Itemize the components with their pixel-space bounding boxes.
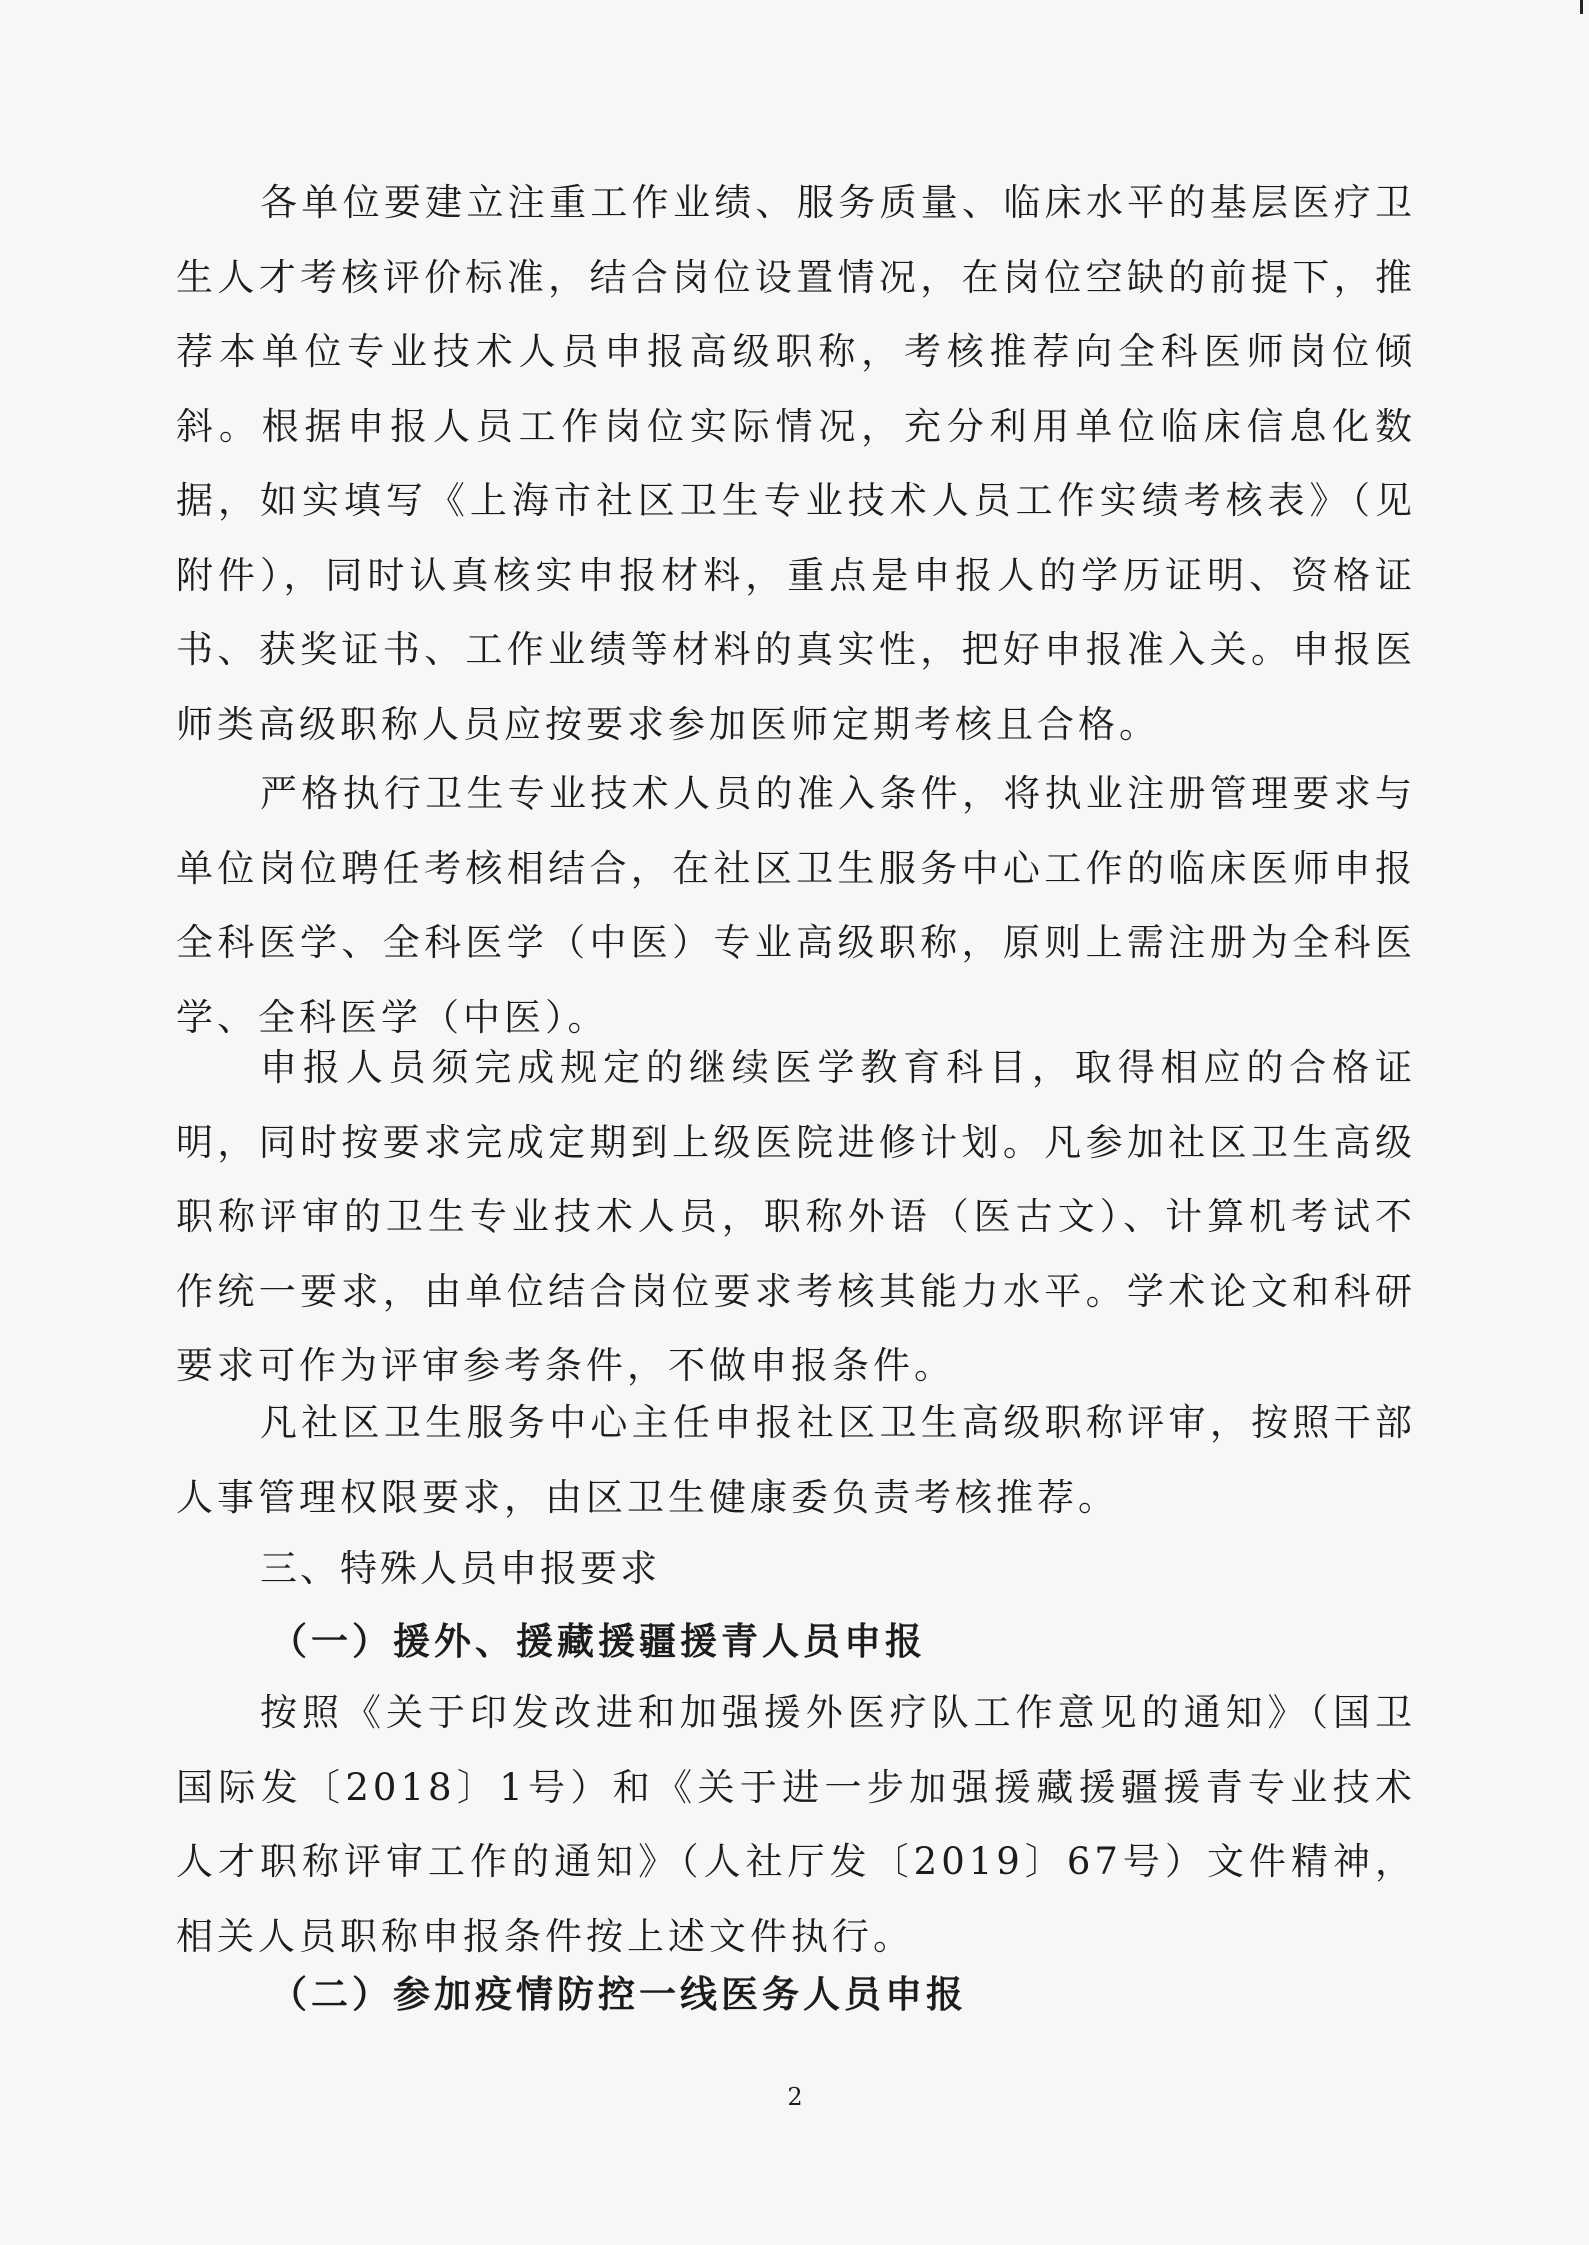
paragraph-2: 严格执行卫生专业技术人员的准入条件，将执业注册管理要求与单位岗位聘任考核相结合，在社区卫生服务中心工作的临床医师申报全科医学、全科医学（中医）专业高级职称，原则上需注册为全科医学、全科医学（中医）。: [176, 772, 1416, 1039]
scan-edge-mark: [1580, 0, 1583, 14]
paragraph-3: 申报人员须完成规定的继续医学教育科目，取得相应的合格证明，同时按要求完成定期到上级医院进修计划。凡参加社区卫生高级职称评审的卫生专业技术人员，职称外语（医古文）、计算机考试不作统一要求，由单位结合岗位要求考核其能力水平。学术论文和科研要求可作为评审参考条件，不做申报条件。: [176, 1046, 1416, 1387]
subheading-1: （一）援外、援藏援疆援青人员申报: [270, 1619, 926, 1663]
page-number: 2: [787, 2083, 803, 2111]
subheading-2: （二）参加疫情防控一线医务人员申报: [270, 1972, 967, 2016]
paragraph-5: 按照《关于印发改进和加强援外医疗队工作意见的通知》（国卫国际发〔2018〕1号）和《关于进一步加强援藏援疆援青专业技术人才职称评审工作的通知》（人社厅发〔2019〕67号）文件精神，相关人员职称申报条件按上述文件执行。: [176, 1691, 1416, 1958]
paragraph-1: 各单位要建立注重工作业绩、服务质量、临床水平的基层医疗卫生人才考核评价标准，结合岗位设置情况，在岗位空缺的前提下，推荐本单位专业技术人员申报高级职称，考核推荐向全科医师岗位倾斜。根据申报人员工作岗位实际情况，充分利用单位临床信息化数据，如实填写《上海市社区卫生专业技术人员工作实绩考核表》（见附件），同时认真核实申报材料，重点是申报人的学历证明、资格证书、获奖证书、工作业绩等材料的真实性，把好申报准入关。申报医师类高级职称人员应按要求参加医师定期考核且合格。: [176, 181, 1416, 746]
paragraph-4: 凡社区卫生服务中心主任申报社区卫生高级职称评审，按照干部人事管理权限要求，由区卫生健康委负责考核推荐。: [176, 1401, 1416, 1519]
section-heading: 三、特殊人员申报要求: [260, 1547, 660, 1590]
